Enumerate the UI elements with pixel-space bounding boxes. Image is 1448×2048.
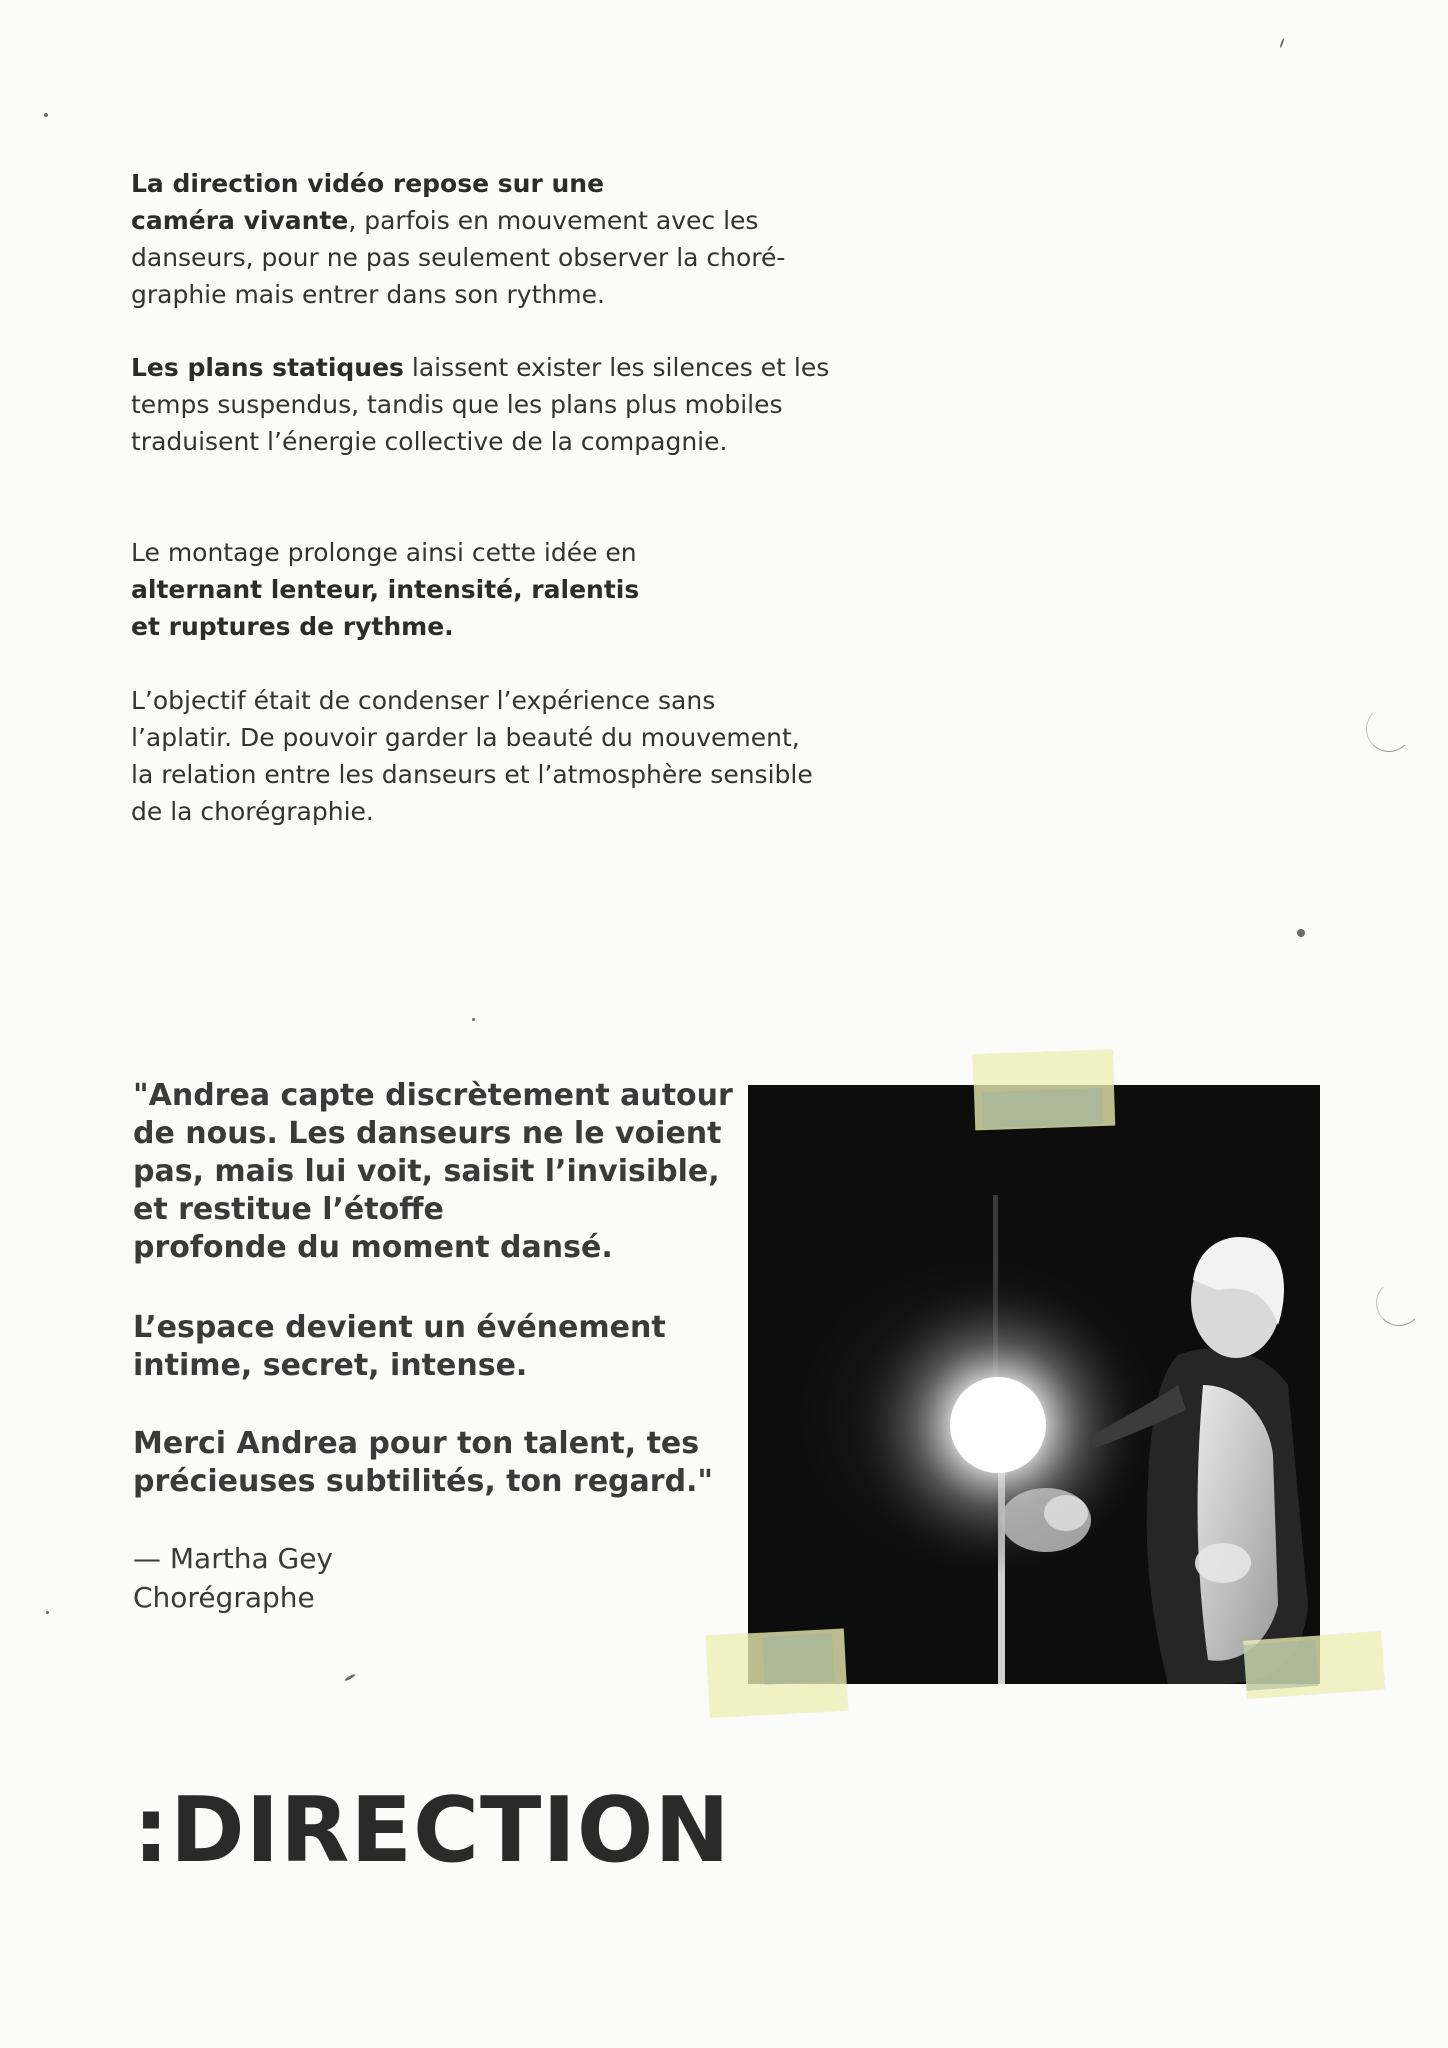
- tape-top: [973, 1050, 1116, 1131]
- paragraph-line: L’objectif était de condenser l’expérience sans: [131, 686, 716, 715]
- quote-line: profonde du moment dansé.: [133, 1230, 613, 1265]
- scan-speck: [1297, 929, 1305, 937]
- tape-bottom-left: [706, 1628, 848, 1717]
- paragraph-line: Le montage prolonge ainsi cette idée en: [131, 538, 637, 567]
- dancer-photo: [748, 1085, 1320, 1684]
- punch-hole-mark: [1376, 1280, 1422, 1326]
- testimonial-quote-part-3: [133, 1425, 713, 1501]
- signature-name: — Martha Gey: [133, 1542, 334, 1575]
- quote-line: L’espace devient un événement: [133, 1310, 666, 1345]
- testimonial-quote-part-1: [133, 1077, 733, 1267]
- scan-speck: [46, 1611, 49, 1614]
- punch-hole-mark: [1366, 706, 1412, 752]
- paragraph-line: l’aplatir. De pouvoir garder la beauté du mouvement,: [131, 723, 800, 752]
- paragraph-line: et ruptures de rythme.: [131, 612, 454, 641]
- scan-speck: [44, 113, 48, 117]
- quote-line: "Andrea capte discrètement autour: [133, 1078, 733, 1113]
- paragraph-line: la relation entre les danseurs et l’atmosphère sensible: [131, 760, 813, 789]
- quote-signature: [133, 1539, 333, 1617]
- testimonial-quote-part-2: [133, 1309, 666, 1385]
- section-title: :DIRECTION: [133, 1778, 731, 1883]
- paragraph-static-shots: [131, 349, 829, 460]
- paragraph-line: danseurs, pour ne pas seulement observer la choré-: [131, 243, 786, 272]
- paragraph-line: [131, 349, 829, 386]
- quote-line: et restitue l’étoffe: [133, 1192, 444, 1227]
- quote-line: pas, mais lui voit, saisit l’invisible,: [133, 1154, 720, 1189]
- tape-bottom-right: [1243, 1631, 1385, 1698]
- quote-line: intime, secret, intense.: [133, 1348, 528, 1383]
- paragraph-line: alternant lenteur, intensité, ralentis: [131, 575, 640, 604]
- paragraph-objective: [131, 682, 813, 830]
- paragraph-editing: [131, 534, 639, 645]
- body-text: laissent exister les silences et les: [403, 353, 830, 382]
- quote-line: précieuses subtilités, ton regard.": [133, 1464, 714, 1499]
- scan-speck: [344, 1673, 356, 1682]
- paragraph-line: temps suspendus, tandis que les plans plus mobiles: [131, 390, 783, 419]
- tape-top-shadow: [982, 1088, 1103, 1128]
- scan-speck: [1279, 38, 1284, 48]
- emphasis-text: caméra vivante: [131, 206, 349, 235]
- paragraph-camera: [131, 165, 785, 313]
- paragraph-line: [131, 202, 785, 239]
- tape-bottom-right-shadow: [1243, 1640, 1318, 1691]
- paragraph-line: La direction vidéo repose sur une: [131, 169, 605, 198]
- quote-line: de nous. Les danseurs ne le voient: [133, 1116, 722, 1151]
- tape-bottom-left-shadow: [762, 1633, 834, 1685]
- body-text: , parfois en mouvement avec les: [348, 206, 759, 235]
- quote-line: Merci Andrea pour ton talent, tes: [133, 1426, 700, 1461]
- signature-role: Chorégraphe: [133, 1581, 315, 1614]
- dancer-photo-image: [748, 1085, 1320, 1684]
- paragraph-line: graphie mais entrer dans son rythme.: [131, 280, 605, 309]
- emphasis-text: Les plans statiques: [131, 353, 404, 382]
- paragraph-line: traduisent l’énergie collective de la compagnie.: [131, 427, 728, 456]
- paragraph-line: de la chorégraphie.: [131, 797, 374, 826]
- scan-speck: [472, 1018, 475, 1021]
